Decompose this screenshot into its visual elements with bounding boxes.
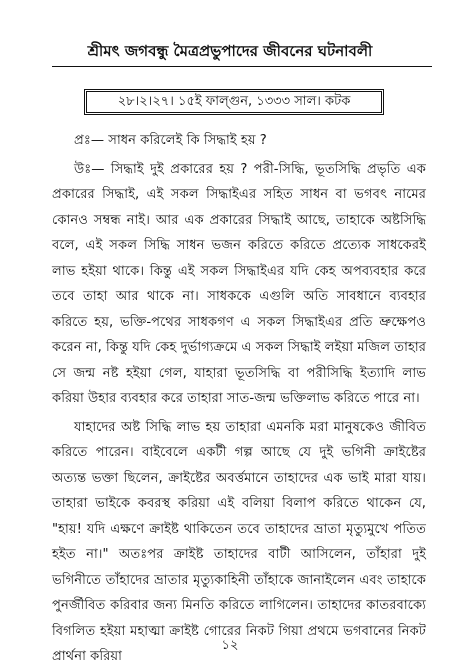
body-text bbox=[52, 128, 426, 670]
header-rule bbox=[52, 66, 432, 67]
answer-paragraph: উঃ— সিদ্ধাই দুই প্রকারের হয় ? পরী-সিদ্ধি, ভূতসিদ্ধি প্রভৃতি এক প্রকারের সিদ্ধাই, এই সকল সিদ্ধাইএর সহিত সাধন বা ভগবৎ নামের কোনও সম্বন্ধ নাই। আর এক প্রকারের সিদ্ধাই আছে, তাহাকে অষ্টসিদ্ধি বলে, এই সকল সিদ্ধি সাধন ভজন করিতে করিতে প্রত্যেক সাধকেরই লাভ হইয়া থাকে। কিন্তু এই সকল সিদ্ধাইএর যদি কেহ অপব্যবহার করে তবে তাহা আর থাকে না। সাধককে এগুলি অতি সাবধানে ব্যবহার করিতে হয়, ভক্তি-পথের সাধকগণ এ সকল সিদ্ধাইএর প্রতি ভ্রুক্ষেপও করেন না, কিন্তু যদি কেহ দুর্ভাগ্যক্রমে এ সকল সিদ্ধাই লইয়া মজিল তাহার সে জন্ম নষ্ট হইয়া গেল, যাহারা ভূতসিদ্ধি বা পরীসিদ্ধি ইত্যাদি লাভ করিয়া উহার ব্যবহার করে তাহারা সাত-জন্ম ভক্তিলাভ করিতে পারে না। bbox=[52, 161, 426, 406]
question-paragraph: প্রঃ— সাধন করিলেই কি সিদ্ধাই হয় ? bbox=[74, 133, 267, 148]
date-location-box: ২৮।২।২৭। ১৫ই ফাল্গুন, ১৩৩৩ সাল। কটক bbox=[84, 89, 384, 115]
running-header: শ্রীমৎ জগবন্ধু মৈত্রপ্রভুপাদের জীবনের ঘটনাবলী bbox=[87, 42, 373, 60]
page-number: ১২ bbox=[221, 638, 239, 653]
body-paragraph: যাহাদের অষ্ট সিদ্ধি লাভ হয় তাহারা এমনকি মরা মানুষকেও জীবিত করিতে পারেন। বাইবেলে একটী গল্প আছে যে দুই ভগিনী ক্রাইষ্টের অত্যন্ত ভক্তা ছিলেন, ক্রাইষ্টের অবর্ত্তমানে তাহাদের এক ভাই মারা যায়। তাহারা ভাইকে কবরস্থ করিয়া এই বলিয়া বিলাপ করিতে থাকেন যে, "হায়! যদি এক্ষণে ক্রাইষ্ট থাকিতেন তবে তাহাদের ভ্রাতা মৃত্যুমুখে পতিত হইত না।" অতঃপর ক্রাইষ্ট তাহাদের বাটী আসিলেন, তাঁহারা দুই ভগিনীতে তাঁহাদের ভ্রাতার মৃত্যুকাহিনী তাঁহাকে জানাইলেন এবং তাহাকে পুনর্জীবিত করিবার জন্য মিনতি করিতে লাগিলেন। তাহাদের কাতরবাক্যে বিগলিত হইয়া মহাত্মা ক্রাইষ্ট গোরের নিকট গিয়া প্রথমে ভগবানের নিকট প্রার্থনা করিয়া bbox=[52, 419, 426, 664]
